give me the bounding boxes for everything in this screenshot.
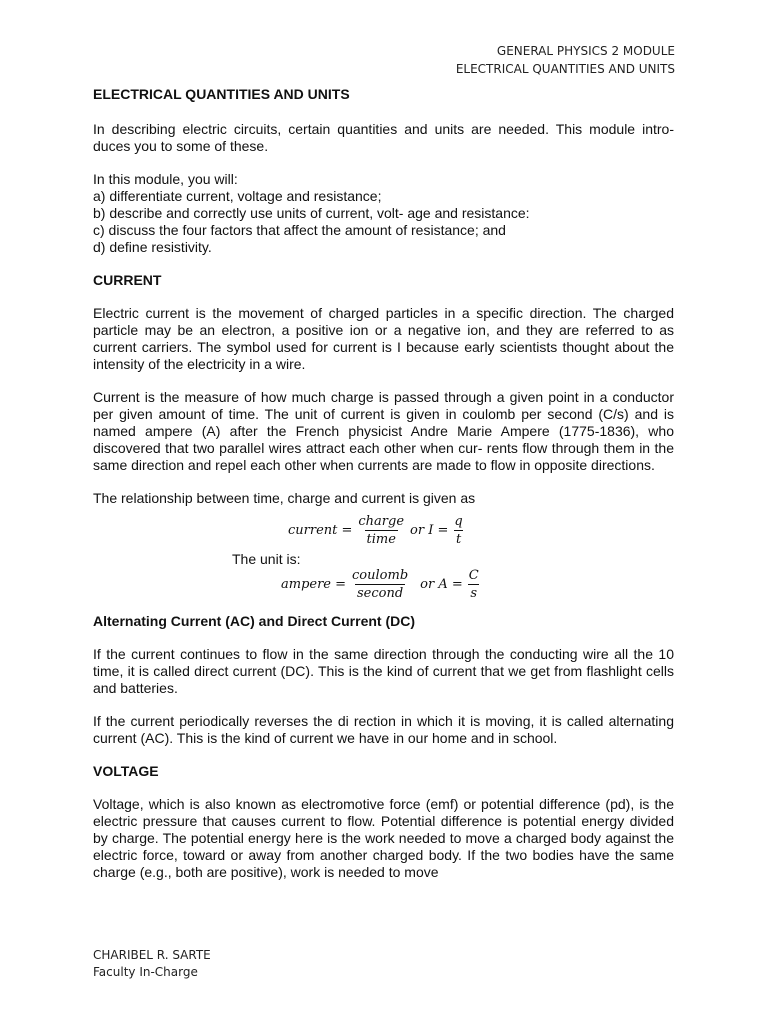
eq1-denominator-2: t — [455, 532, 462, 547]
current-paragraph-1: Electric current is the movement of charged particles in a specific direction. The charged particle may be an electron, a positive ion or a negative ion, and they are referred to as current carriers. The symbol used for current is I because early scientists thought about the intensity of the electricity in a wire. — [93, 305, 674, 372]
eq2-lhs: ampere = — [281, 577, 347, 592]
objective-item: d) define resistivity. — [93, 239, 212, 255]
eq1-numerator-2: q — [454, 514, 463, 529]
eq2-fraction-2 — [467, 567, 481, 602]
footer-author-name: CHARIBEL R. SARTE — [93, 948, 211, 962]
current-paragraph-3: The relationship between time, charge and current is given as — [93, 490, 476, 506]
header-module-title: GENERAL PHYSICS 2 MODULE — [496, 44, 675, 58]
footer-author-role: Faculty In-Charge — [93, 965, 198, 979]
eq2-numerator: coulomb — [352, 568, 409, 583]
eq1-fraction — [356, 513, 406, 548]
objective-item: b) describe and correctly use units of current, volt- age and resistance: — [93, 205, 530, 221]
eq1-denominator: time — [366, 532, 396, 547]
intro-paragraph: In describing electric circuits, certain quantities and units are needed. This module intro- duces you to some of these. — [93, 121, 674, 154]
equation-current — [288, 513, 469, 548]
objective-item: a) differentiate current, voltage and resistance; — [93, 188, 382, 204]
eq2-numerator-2: C — [468, 568, 479, 583]
current-paragraph-2: Current is the measure of how much charge is passed through a given point in a conductor per given amount of time. The unit of current is given in coulomb per second (C/s) and is named ampere (A) after the French physicist Andre Marie Ampere (1775-1836), who discovered that two parallel wires attract each other when cur- rents flow through them in the same direction and repel each other when currents are made to flow in opposite directions. — [93, 389, 674, 473]
objectives-lead: In this module, you will: — [93, 171, 238, 187]
eq1-fraction-2 — [452, 513, 464, 548]
eq1-lhs: current = — [288, 523, 353, 538]
equation-ampere — [281, 567, 485, 602]
header-topic-title: ELECTRICAL QUANTITIES AND UNITS — [455, 62, 675, 76]
eq1-or: or I = — [410, 523, 449, 538]
acdc-paragraph-1: If the current continues to flow in the same direction through the conducting wire all the 10 time, it is called direct current (DC). This is the kind of current that we get from flashlight cells and batteries. — [93, 646, 674, 696]
unit-label: The unit is: — [232, 551, 301, 567]
document-body — [93, 86, 674, 897]
voltage-paragraph-1: Voltage, which is also known as electromotive force (emf) or potential difference (pd), is the electric pressure that causes current to flow. Potential difference is potential energy divided by charge. The potential energy here is the work needed to move a charged body against the electric force, toward or away from another charged body. If the two bodies have the same charge (e.g., both are positive), work is needed to move — [93, 796, 674, 880]
equation-block — [93, 513, 674, 603]
voltage-heading: VOLTAGE — [93, 763, 159, 779]
eq1-numerator: charge — [358, 514, 405, 529]
page-header — [456, 42, 675, 78]
current-heading: CURRENT — [93, 272, 162, 288]
eq2-or: or A = — [420, 577, 463, 592]
eq2-fraction — [350, 567, 410, 602]
objectives-list — [93, 171, 674, 256]
page-title: ELECTRICAL QUANTITIES AND UNITS — [93, 86, 350, 102]
acdc-paragraph-2: If the current periodically reverses the di rection in which it is moving, it is called alternating current (AC). This is the kind of current we have in our home and in school. — [93, 713, 674, 746]
eq2-denominator: second — [357, 586, 404, 601]
eq2-denominator-2: s — [470, 586, 478, 601]
page-footer — [93, 947, 211, 981]
acdc-heading: Alternating Current (AC) and Direct Current (DC) — [93, 613, 416, 629]
objective-item: c) discuss the four factors that affect the amount of resistance; and — [93, 222, 506, 238]
